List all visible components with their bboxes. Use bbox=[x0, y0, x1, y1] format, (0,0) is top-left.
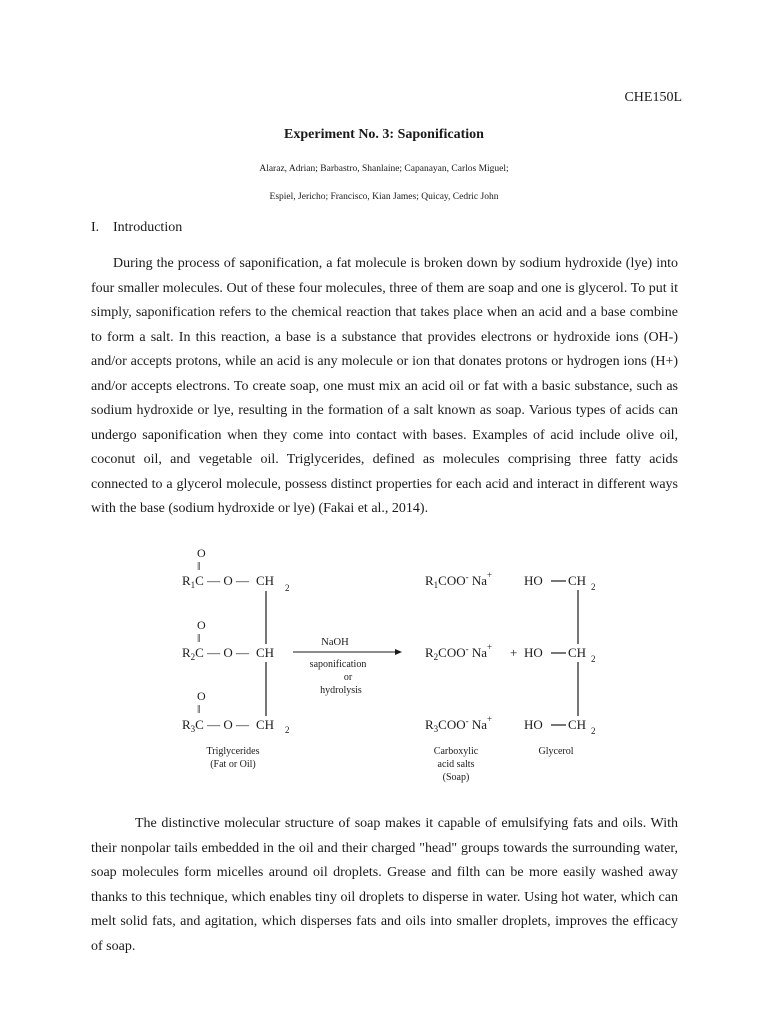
salt-1: $R_1COO^-$ Na+ bbox=[425, 570, 493, 590]
course-code: CHE150L bbox=[624, 90, 682, 105]
arrow-reagent: NaOH bbox=[321, 637, 349, 648]
ch-middle: CH bbox=[256, 645, 275, 660]
ch2-top: CH bbox=[256, 573, 275, 588]
arrow-condition-3: hydrolysis bbox=[320, 685, 362, 696]
document-title: Experiment No. 3: Saponification bbox=[284, 127, 484, 142]
double-bond-2: ‖ bbox=[197, 631, 201, 645]
glycerol-ch-middle: CH bbox=[568, 645, 587, 660]
section-title: Introduction bbox=[113, 220, 183, 235]
double-bond-1: ‖ bbox=[197, 559, 201, 573]
label-fat-or-oil: (Fat or Oil) bbox=[210, 759, 256, 770]
carbonyl-oxygen-1: O bbox=[197, 546, 206, 560]
glycerol-ch2-top: CH bbox=[568, 573, 587, 588]
alkyl-group-1: $R_1C$ — O — bbox=[182, 573, 249, 590]
glycerol-ch-middle-sub: 2 bbox=[591, 654, 596, 664]
second-paragraph: The distinctive molecular structure of soap makes it capable of emulsifying fats and oils. With their nonpolar tails embedded in the oil and their charged "head" groups towards the surrounding water, soap molecules form micelles around oil droplets. Grease and filth can be more easily washed away thanks to this technique, which enables tiny oil droplets to disperse in water. Using hot water, which can melt solid fats, and agitation, which disperses fats and oils into smaller droplets, improves the efficacy of soap. bbox=[91, 816, 678, 954]
glycerol-ho-3: HO bbox=[524, 717, 543, 732]
ch2-top-sub: 2 bbox=[285, 583, 290, 593]
intro-paragraph: During the process of saponification, a fat molecule is broken down by sodium hydroxide (lye) into four smaller molecules. Out of these four molecules, three of them are soap and one is glycerol. To put it simply, saponification refers to the chemical reaction that takes place when an acid and a base combine to form a salt. In this reaction, a base is a substance that provides electrons or hydroxide ions (OH-) and/or accepts protons, while an acid is any molecule or ion that donates protons or hydrogen ions (H+) and/or accepts electrons. To create soap, one must mix an acid oil or fat with a basic substance, such as sodium hydroxide or lye, resulting in the formation of a salt known as soap. Various types of acids can undergo saponification when they come into contact with bases. Examples of acid include olive oil, coconut oil, and vegetable oil. Triglycerides, defined as molecules comprising three fatty acids connected to a glycerol molecule, possess distinct properties for each acid and interact in different ways with the base (sodium hydroxide or lye) (Fakai et al., 2014). bbox=[91, 256, 678, 516]
reaction-diagram bbox=[170, 538, 610, 790]
authors-line-2: Espiel, Jericho; Francisco, Kian James; Quicay, Cedric John bbox=[269, 192, 499, 202]
double-bond-3: ‖ bbox=[197, 702, 201, 716]
arrow-condition-1: saponification bbox=[309, 659, 367, 670]
label-glycerol: Glycerol bbox=[538, 746, 574, 757]
label-soap: (Soap) bbox=[442, 772, 470, 783]
glycerol-ho-1: HO bbox=[524, 573, 543, 588]
alkyl-group-3: $R_3C$ — O — bbox=[182, 717, 249, 734]
glycerol-ch2-bottom: CH bbox=[568, 717, 587, 732]
label-triglycerides: Triglycerides bbox=[206, 746, 260, 757]
carbonyl-oxygen-3: O bbox=[197, 689, 206, 703]
salt-2: $R_2COO^-$ Na+ bbox=[425, 642, 493, 662]
glycerol-ch2-bottom-sub: 2 bbox=[591, 726, 596, 736]
salt-3: $R_3COO^-$ Na+ bbox=[425, 714, 493, 734]
arrow-condition-2: or bbox=[343, 672, 353, 683]
glycerol-ho-2: HO bbox=[524, 645, 543, 660]
label-acid-salts: acid salts bbox=[437, 759, 475, 770]
alkyl-group-2: $R_2C$ — O — bbox=[182, 645, 249, 662]
saponification-reaction-figure bbox=[170, 538, 610, 790]
carbonyl-oxygen-2: O bbox=[197, 618, 206, 632]
label-carboxylic: Carboxylic bbox=[433, 746, 479, 757]
section-number: I. bbox=[91, 220, 100, 235]
reaction-arrowhead bbox=[395, 649, 402, 655]
glycerol-ch2-top-sub: 2 bbox=[591, 582, 596, 592]
authors-line-1: Alaraz, Adrian; Barbastro, Shanlaine; Capanayan, Carlos Miguel; bbox=[259, 164, 509, 174]
ch2-bottom: CH bbox=[256, 717, 275, 732]
section-heading bbox=[91, 220, 182, 236]
ch2-bottom-sub: 2 bbox=[285, 725, 290, 735]
plus-sign: + bbox=[510, 645, 518, 660]
